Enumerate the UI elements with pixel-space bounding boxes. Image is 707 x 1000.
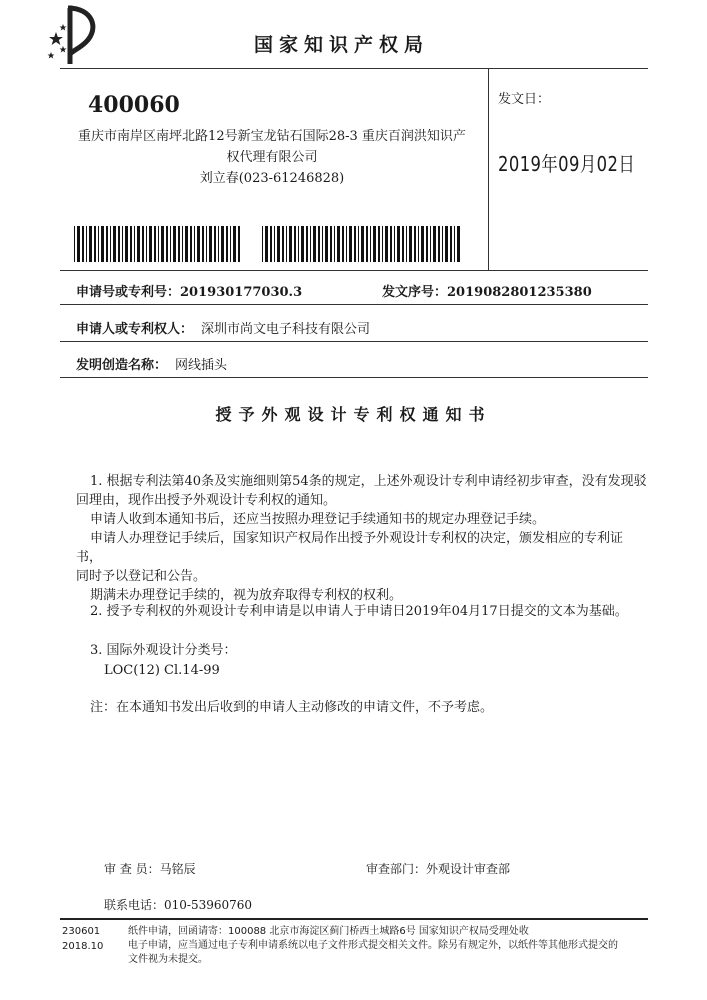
application-number-row (76, 281, 302, 300)
postcode: 400060 (88, 92, 180, 118)
cnipa-emblem-icon (46, 4, 104, 66)
address-line: 重庆市南岸区南坪北路12号新宝龙钻石国际28-3 重庆百润洪知识产 (78, 129, 466, 144)
form-code: 230601 (62, 926, 101, 937)
design-name-row (76, 354, 227, 373)
document-serial-label: 发文序号： (382, 285, 448, 300)
address-line: 权代理有限公司 (226, 150, 318, 165)
electronic-instructions-cont: 文件视为未提交。 (128, 954, 208, 965)
paragraph-1-cont: 回理由，现作出授予外观设计专利权的通知。 (76, 493, 337, 508)
paragraph-1c: 申请人办理登记手续后，国家知识产权局作出授予外观设计专利权的决定，颁发相应的专利证书， (76, 531, 624, 565)
paragraph-3-title: 3. 国际外观设计分类号： (90, 643, 237, 658)
design-name: 网线插头 (175, 358, 228, 373)
design-name-label: 发明创造名称： (76, 358, 168, 373)
electronic-instructions: 电子申请，应当通过电子专利申请系统以电子文件形式提交相关文件。除另有规定外，以纸件等其他形式提交的 (128, 940, 618, 951)
mail-instructions: 纸件申请，回函请寄：100088 北京市海淀区蓟门桥西土城路6号 国家知识产权局受理处收 (128, 926, 529, 937)
contact-phone: 联系电话：010-53960760 (104, 898, 253, 912)
applicant-row (76, 318, 370, 337)
footer-divider (60, 918, 648, 920)
paragraph-2: 2. 授予专利权的外观设计专利申请是以申请人于申请日2019年04月17日提交的文本为基础。 (90, 604, 628, 619)
examiner: 审 查 员：马铭辰 (104, 862, 196, 876)
barcode-right (262, 226, 462, 262)
document-serial: 2019082801235380 (447, 285, 592, 300)
paragraph-1d: 期满未办理登记手续的，视为放弃取得专利权的权利。 (90, 588, 403, 603)
section-divider (60, 270, 648, 271)
recipient-address (76, 126, 468, 189)
note: 注：在本通知书发出后收到的申请人主动修改的申请文件，不予考虑。 (90, 700, 494, 715)
application-number: 201930177030.3 (180, 285, 303, 300)
office-title: 国家知识产权局 (254, 34, 430, 56)
barcode-left (74, 226, 244, 262)
paragraph-1b: 申请人收到本通知书后，还应当按照办理登记手续通知书的规定办理登记手续。 (90, 512, 546, 527)
classification-code: LOC(12) Cl.14-99 (104, 663, 220, 678)
notice-body (76, 472, 648, 605)
paragraph-1c-cont: 同时予以登记和公告。 (76, 569, 207, 584)
row-divider (60, 304, 648, 305)
document-serial-row (382, 281, 592, 300)
application-number-label: 申请号或专利号： (76, 285, 181, 300)
notice-title: 授予外观设计专利权通知书 (215, 405, 492, 424)
issue-divider (488, 68, 489, 270)
row-divider (60, 341, 648, 342)
address-line: 刘立春(023-61246828) (199, 171, 345, 186)
issue-date-label: 发文日： (498, 92, 551, 107)
applicant-label: 申请人或专利权人： (76, 322, 194, 337)
header-divider (60, 68, 648, 69)
paragraph-1: 1. 根据专利法第40条及实施细则第54条的规定，上述外观设计专利申请经初步审查，没有发现驳 (90, 474, 647, 489)
row-divider (60, 377, 648, 378)
footer-instructions (128, 925, 652, 967)
applicant-name: 深圳市尚文电子科技有限公司 (201, 322, 371, 337)
issue-date: 2019年09月02日 (498, 152, 636, 176)
form-date: 2018.10 (62, 941, 104, 952)
examination-department: 审查部门：外观设计审查部 (366, 862, 511, 876)
